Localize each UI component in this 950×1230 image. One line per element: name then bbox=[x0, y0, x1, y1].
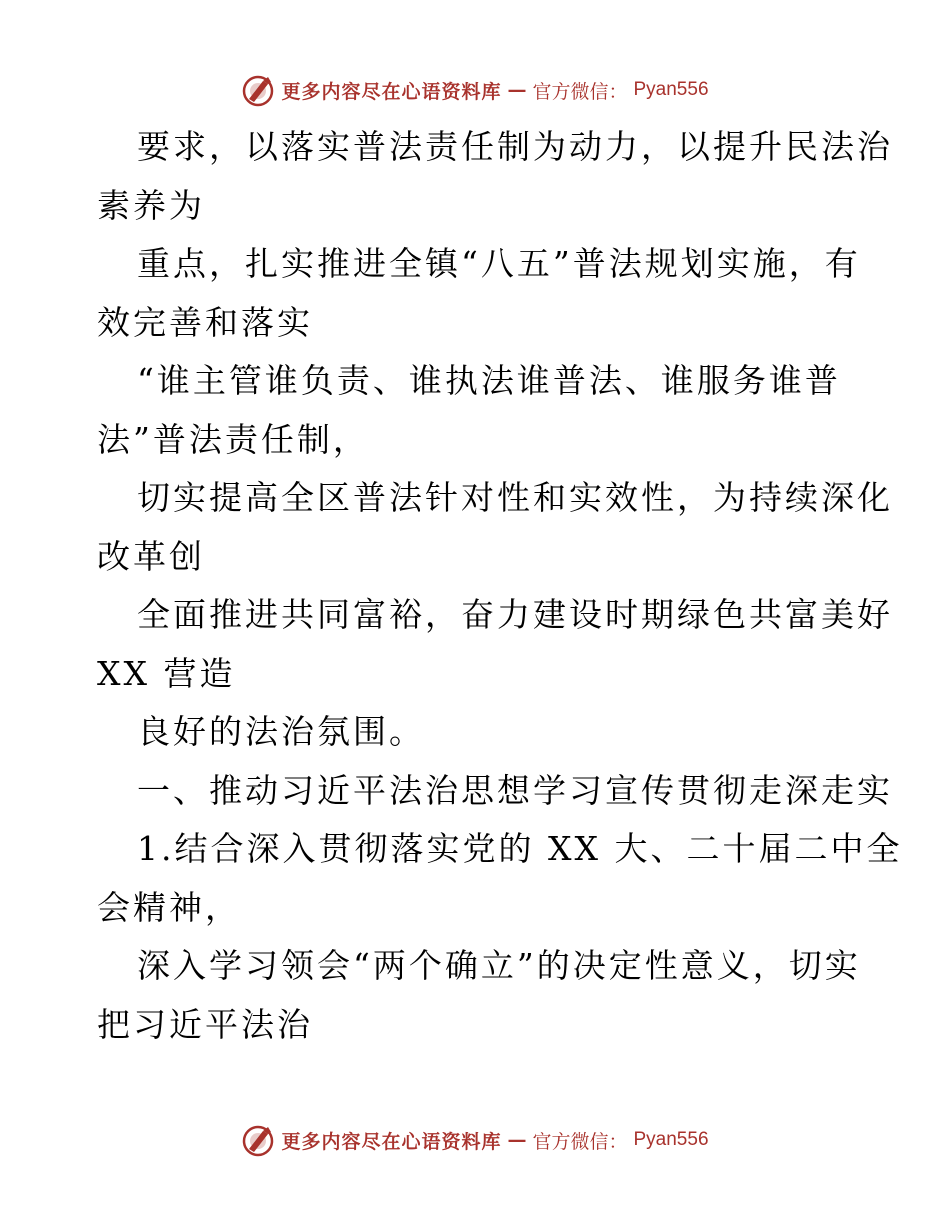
footer-separator: — bbox=[507, 1129, 527, 1151]
body-line-8: 改革创 bbox=[97, 536, 205, 576]
logo-mark-icon bbox=[241, 73, 275, 107]
body-line-11: 良好的法治氛围。 bbox=[137, 712, 425, 751]
body-line-3: 重点，扎实推进全镇“八五”普法规划实施，有 bbox=[137, 244, 861, 283]
footer-text: 更多内容尽在心语资料库 bbox=[281, 1130, 502, 1153]
body-line-16: 把习近平法治 bbox=[97, 1004, 313, 1044]
body-line-2: 素养为 bbox=[97, 185, 205, 225]
body-line-4: 效完善和落实 bbox=[97, 302, 313, 342]
header-banner bbox=[0, 70, 950, 110]
body-line-7: 切实提高全区普法针对性和实效性，为持续深化 bbox=[137, 478, 893, 517]
body-line-10: XX 营造 bbox=[97, 653, 236, 693]
body-line-15: 深入学习领会“两个确立”的决定性意义，切实 bbox=[137, 946, 861, 985]
header-separator: — bbox=[507, 79, 527, 101]
body-line-14: 会精神， bbox=[97, 887, 241, 927]
logo-mark-icon bbox=[241, 1123, 275, 1157]
body-line-1: 要求，以落实普法责任制为动力，以提升民法治 bbox=[137, 127, 893, 166]
footer-wechat-label: 官方微信： bbox=[532, 1130, 628, 1153]
body-line-5: “谁主管谁负责、谁执法谁普法、谁服务谁普 bbox=[137, 361, 841, 400]
header-text: 更多内容尽在心语资料库 bbox=[281, 80, 502, 103]
document-body bbox=[97, 118, 903, 1054]
body-line-6: 法”普法责任制， bbox=[97, 419, 369, 459]
footer-wechat-id: Pyan556 bbox=[633, 1129, 709, 1150]
header-wechat-id: Pyan556 bbox=[633, 79, 709, 100]
footer-banner bbox=[0, 1120, 950, 1160]
body-line-13: 1.结合深入贯彻落实党的 XX 大、二十届二中全 bbox=[137, 829, 903, 868]
section-heading-1: 一、推动习近平法治思想学习宣传贯彻走深走实 bbox=[137, 770, 893, 810]
body-line-9: 全面推进共同富裕，奋力建设时期绿色共富美好 bbox=[137, 595, 893, 634]
header-wechat-label: 官方微信： bbox=[532, 80, 628, 103]
